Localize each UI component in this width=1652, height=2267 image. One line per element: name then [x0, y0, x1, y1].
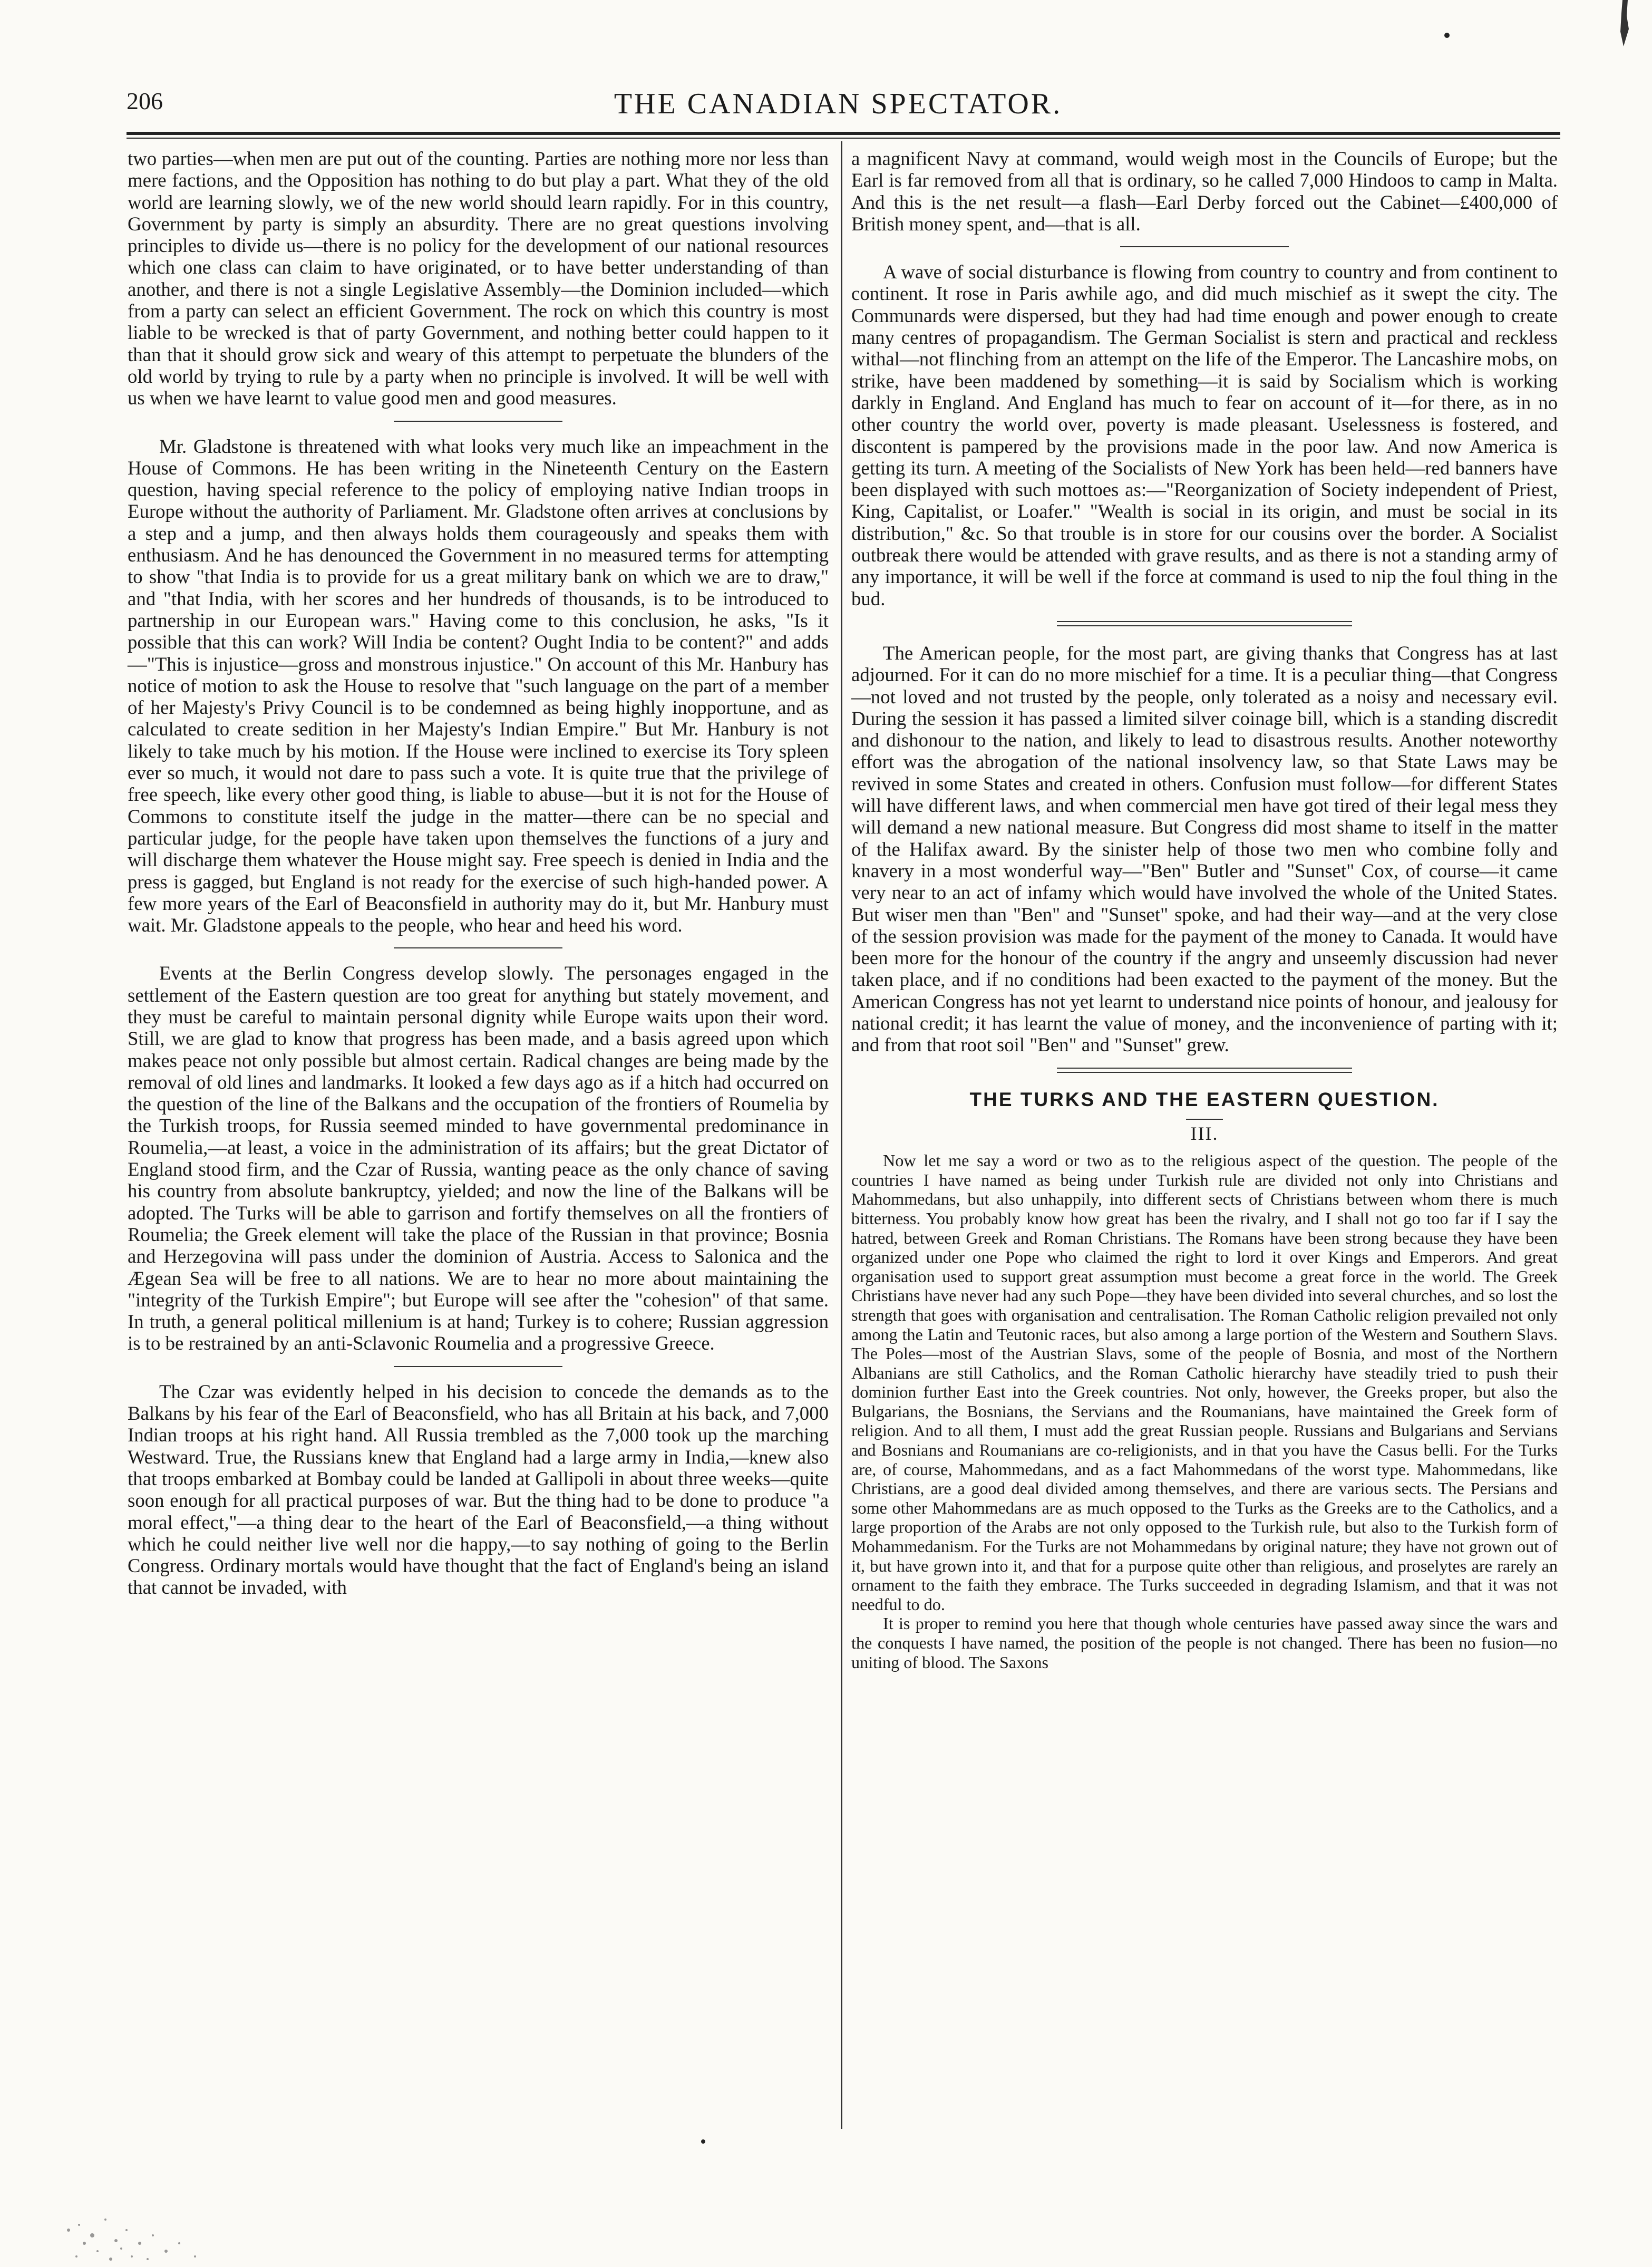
paragraph-berlin-congress: Events at the Berlin Congress develop slowly. The personages engaged in the settlement of the Eastern question are too great for anything but stately movement, and they must be careful to maintain personal dignity while Europe waits upon their word. Still, we are glad to know that progress has been made, and a basis agreed upon which makes peace not only possible but almost certain. Radical changes are being made by the removal of old lines and landmarks. It looked a few days ago as if a hitch had occurred on the question of the line of the Balkans and the occupation of the frontiers of Roumelia by the Turkish troops, for Russia seemed minded to have governmental predominance in Roumelia,—at least, a voice in the administration of its affairs; but the great Dictator of England stood firm, and the Czar of Russia, wanting peace as the only chance of saving his country from absolute bankruptcy, yielded; and now the line of the Balkans will be adopted. The Turks will be able to garrison and fortify themselves on all the frontiers of Roumelia; the Greek element will take the place of the Russian in that province; Bosnia and Herzegovina will pass under the dominion of Austria. Access to Salonica and the Ægean Sea will be free to all nations. We are to hear no more about maintaining the "integrity of the Turkish Empire"; but Europe will see after the "cohesion" of that same. In truth, a general political millenium is at hand; Turkey is to cohere; Russian aggression is to be restrained by an anti-Sclavonic Roumelia and a progressive Greece. — [128, 962, 829, 1354]
section-separator — [394, 1366, 562, 1367]
heading-rule — [1186, 1119, 1223, 1120]
page-header — [127, 87, 1550, 129]
scan-speck — [701, 2139, 705, 2144]
scan-speck — [1444, 33, 1450, 38]
section-separator — [394, 947, 562, 948]
corner-scan-noise — [47, 2151, 269, 2267]
double-separator — [1057, 621, 1352, 626]
paragraph-czar: The Czar was evidently helped in his decision to concede the demands as to the Balkans by his fear of the Earl of Beaconsfield, who has all Britain at his back, and 7,000 Indian troops at his right hand. All Russia trembled as the 7,000 took up the marching Westward. True, the Russians knew that England had a large army in India,—knew also that troops embarked at Bombay could be landed at Gallipoli in about three weeks—quite soon enough for all practical purposes of war. But the thing had to be done to produce "a moral effect,"—a thing dear to the heart of the Earl of Beaconsfield,—a thing without which he could neither live well nor die happy,—to say nothing of going to the Berlin Congress. Ordinary mortals would have thought that the fact of England's being an island that cannot be invaded, with — [128, 1380, 829, 1598]
edge-damage-mark — [1608, 0, 1634, 47]
page-number: 206 — [127, 88, 163, 114]
double-separator — [1057, 1068, 1352, 1073]
header-rule-thin — [127, 138, 1560, 139]
running-title: THE CANADIAN SPECTATOR. — [614, 88, 1063, 120]
article-body — [851, 1151, 1558, 1672]
section-separator — [1120, 246, 1289, 247]
left-column — [128, 148, 829, 1598]
article-paragraph-religion: Now let me say a word or two as to the religious aspect of the question. The people of the countries I have named as being under Turkish rule are divided not only into Christians and Mahommedans, but also unhappily, into different sects of Christians between whom there is much bitterness. You probably know how great has been the rivalry, and I shall not go too far if I say the hatred, between Greek and Roman Christians. The Romans have been strong because they have been organized under one Pope who claimed the right to lord it over Kings and Emperors. And great organisation used to support great assumption must become a great force in the world. The Greek Christians have never had any such Pope—they have been divided into several churches, and so lost the strength that goes with organisation and centralisation. The Roman Catholic religion prevailed not only among the Latin and Teutonic races, but also among a large portion of the Western and Southern Slavs. The Poles—most of the Austrian Slavs, some of the people of Bosnia, and most of the Northern Albanians are still Catholics, and the Roman Catholic hierarchy have steadily tried to push their dominion further East into the Greek countries. Not only, however, the Greeks proper, but also the Bulgarians, the Bosnians, the Servians and the Roumanians, have maintained the Greek form of religion. And to all them, I must add the great Russian people. Russians and Bulgarians and Servians and Bosnians and Roumanians are co-religionists, and in that you have the Casus belli. For the Turks are, of course, Mahommedans, and as a fact Mahommedans of the worst type. Mahommedans, like Christians, are a good deal divided among themselves, and there are various sects. The Persians and some other Mahommedans are as much opposed to the Turks as the Greeks are to the Catholics, and a large proportion of the Arabs are not only opposed to the Turkish rule, but also to the Turkish form of Mohammedanism. For the Turks are not Mohammedans by original nature; they have not grown out of it, but have grown into it, and that for a purpose quite other than religious, and proselytes are rarely an ornament to the faith they embrace. The Turks succeeded in degrading Islamism, and that it was not needful to do. — [851, 1151, 1558, 1614]
paragraph-american-congress: The American people, for the most part, are giving thanks that Congress has at last adjourned. For it can do no more mischief for a time. It is a peculiar thing—that Congress—not loved and not trusted by the people, only tolerated as a noisy and necessary evil. During the session it has passed a limited silver coinage bill, which is a standing discredit and dishonour to the nation, and likely to lead to disastrous results. Another noteworthy effort was the abrogation of the national insolvency law, so that State Laws may be revived in some States and created in others. Confusion must follow—for different States will have different laws, and when commercial men have got tired of their legal mess they will demand a new national measure. But Congress did most shame to itself in the matter of the Halifax award. By the sinister help of those two men who combine folly and knavery in a most wonderful way—"Ben" Butler and "Sunset" Cox, of course—it came very near to an act of infamy which would have involved the whole of the United States. But wiser men than "Ben" and "Sunset" spoke, and had their way—and at the very close of the session provision was made for the payment of the money to Canada. It would have been more for the honour of the country if the angry and unseemly discussion had never taken place, and if no conditions had been exacted to the payment of the money. But the American Congress has not yet learnt to understand nice points of honour, and jealousy for national credit; it has learnt the value of money, and the inconvenience of parting with it; and from that root soil "Ben" and "Sunset" grew. — [851, 642, 1558, 1056]
article-paragraph-position: It is proper to remind you here that though whole centuries have passed away since the wars and the conquests I have named, the position of the people is not changed. There has been no fusion—no uniting of blood. The Saxons — [851, 1614, 1558, 1672]
column-divider — [841, 141, 842, 2129]
paragraph-gladstone: Mr. Gladstone is threatened with what looks very much like an impeachment in the House of Commons. He has been writing in the Nineteenth Century on the Eastern question, having special reference to the policy of employing native Indian troops in Europe without the authority of Parliament. Mr. Gladstone often arrives at conclusions by a step and a jump, and then always holds them courageously and speaks them with enthusiasm. And he has denounced the Government in no measured terms for attempting to show "that India is to provide for us a great military bank on which we are to draw," and "that India, with her scores and her hundreds of thousands, is to be introduced to partnership in our European wars." Having come to this conclusion, he asks, "Is it possible that this can work? Will India be content? Ought India to be content?" and adds—"This is injustice—gross and monstrous injustice." On account of this Mr. Hanbury has notice of motion to ask the House to resolve that "such language on the part of a member of her Majesty's Privy Council is to be condemned as being highly inopportune, and as calculated to create sedition in her Majesty's Indian Empire." But Mr. Hanbury is not likely to take much by his motion. If the House were inclined to exercise its Tory spleen ever so much, it would not dare to pass such a vote. It is quite true that the privilege of free speech, like every other good thing, is liable to abuse—but it is not for the House of Commons to constitute itself the judge in the matter—there can be no special and particular judge, for the people have taken upon themselves the functions of a jury and will discharge them whatever the House might say. Free speech is denied in India and the press is gagged, but England is not ready for the exercise of such high-handed power. A few more years of the Earl of Beaconsfield in authority may do it, but Mr. Hanbury must wait. Mr. Gladstone appeals to the people, who hear and heed his word. — [128, 435, 829, 936]
section-separator — [394, 421, 562, 422]
right-column — [851, 148, 1558, 1672]
article-part-number: III. — [1190, 1122, 1219, 1144]
paragraph-social-disturbance: A wave of social disturbance is flowing from country to country and from continent to continent. It rose in Paris awhile ago, and did much mischief as it swept the city. The Communards were dispersed, but they had had time enough and power enough to create many centres of propagandism. The German Socialist is stern and practical and reckless withal—not flinching from an attempt on the life of the Emperor. The Lancashire mobs, on strike, have been maddened by something—it is said by Socialism which is working darkly in England. And England has much to fear on account of it—for there, as in no other country the world over, poverty is made pleasant. Uselessness is fostered, and discontent is pampered by the provisions made in the poor law. And now America is getting its turn. A meeting of the Socialists of New York has been held—red banners have been displayed with such mottoes as:—"Reorganization of Society independent of Priest, King, Capitalist, or Loafer." "Wealth is social in its origin, and must be social in its distribution," &c. So that trouble is in store for our cousins over the border. A Socialist outbreak there would be attended with grave results, and as there is not a standing army of any importance, it will be well if the force at command is used to nip the foul thing in the bud. — [851, 261, 1558, 609]
paragraph-navy: a magnificent Navy at command, would weigh most in the Councils of Europe; but the Earl is far removed from all that is ordinary, so he called 7,000 Hindoos to camp in Malta. And this is the net result—a flash—Earl Derby forced out the Cabinet—£400,000 of British money spent, and—that is all. — [851, 148, 1558, 235]
header-rule-thick — [127, 132, 1560, 135]
paragraph-party-government: two parties—when men are put out of the counting. Parties are nothing more nor less than mere factions, and the Opposition has nothing to do but play a part. What they of the old world are learning slowly, we of the new world should learn rapidly. For in this country, Government by party is simply an absurdity. There are no great questions involving principles to divide us—there is no policy for the development of our national resources which one class can claim to have originated, or to have better understanding of than another, and there is not a single Legislative Assembly—the Dominion included—which from a party can select an efficient Government. The rock on which this country is most liable to be wrecked is that of party Government, and nothing better could happen to it than that it should grow sick and weary of this attempt to perpetuate the blunders of the old world by trying to rule by a party when no principle is involved. It will be well with us when we have learnt to value good men and good measures. — [128, 148, 829, 409]
article-heading: THE TURKS AND THE EASTERN QUESTION. — [969, 1088, 1440, 1110]
